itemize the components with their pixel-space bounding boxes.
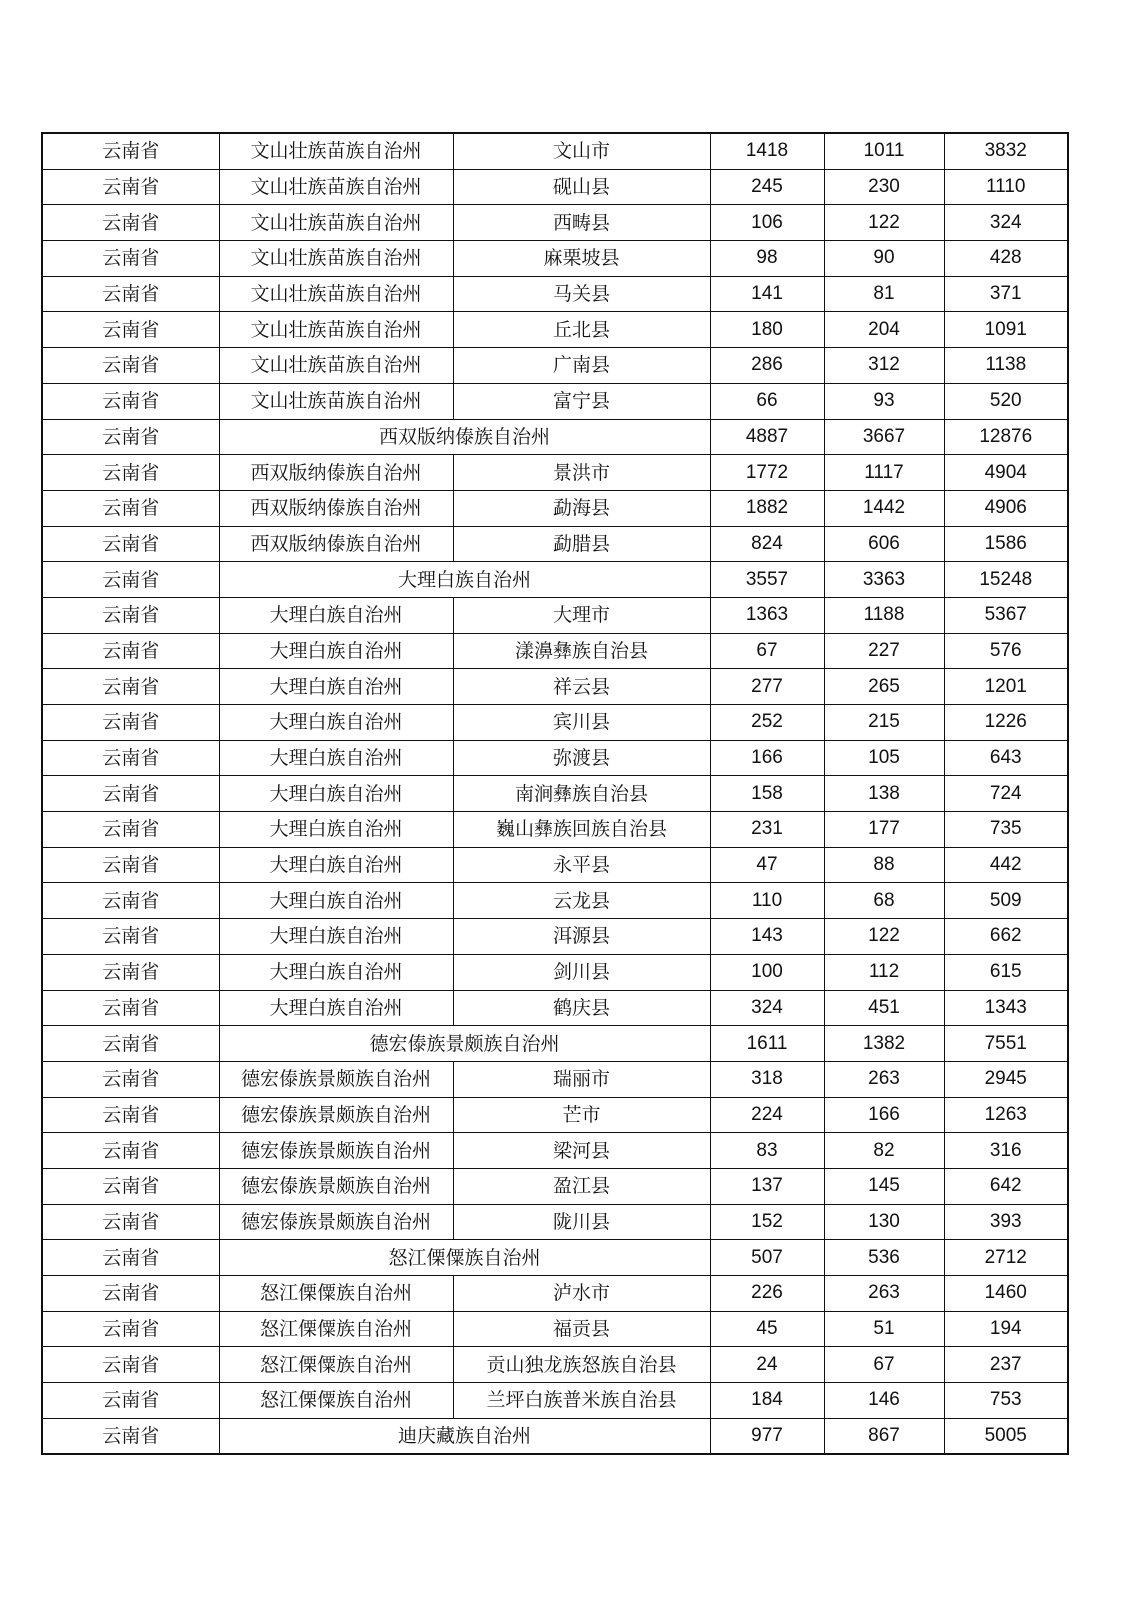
value-2-cell: 263 — [824, 1276, 944, 1312]
prefecture-cell: 德宏傣族景颇族自治州 — [219, 1204, 453, 1240]
county-cell: 剑川县 — [453, 954, 710, 990]
value-1-cell: 252 — [710, 705, 824, 741]
value-3-cell: 194 — [944, 1311, 1068, 1347]
value-1-cell: 1882 — [710, 490, 824, 526]
table-row — [42, 954, 1068, 990]
value-2-cell: 51 — [824, 1311, 944, 1347]
value-3-cell: 371 — [944, 276, 1068, 312]
value-2-cell: 1442 — [824, 490, 944, 526]
value-3-cell: 642 — [944, 1168, 1068, 1204]
value-3-cell: 509 — [944, 883, 1068, 919]
value-2-cell: 130 — [824, 1204, 944, 1240]
value-1-cell: 98 — [710, 241, 824, 277]
value-1-cell: 180 — [710, 312, 824, 348]
table-row — [42, 348, 1068, 384]
table-row — [42, 990, 1068, 1026]
province-cell: 云南省 — [42, 205, 219, 241]
province-cell: 云南省 — [42, 241, 219, 277]
table-row — [42, 847, 1068, 883]
prefecture-cell: 文山壮族苗族自治州 — [219, 276, 453, 312]
value-3-cell: 1343 — [944, 990, 1068, 1026]
table-row — [42, 383, 1068, 419]
value-2-cell: 122 — [824, 205, 944, 241]
value-3-cell: 1138 — [944, 348, 1068, 384]
county-cell: 芒市 — [453, 1097, 710, 1133]
province-cell: 云南省 — [42, 705, 219, 741]
value-3-cell: 324 — [944, 205, 1068, 241]
prefecture-cell: 德宏傣族景颇族自治州 — [219, 1061, 453, 1097]
value-1-cell: 226 — [710, 1276, 824, 1312]
county-cell: 砚山县 — [453, 169, 710, 205]
value-3-cell: 1226 — [944, 705, 1068, 741]
prefecture-cell: 西双版纳傣族自治州 — [219, 455, 453, 491]
province-cell: 云南省 — [42, 847, 219, 883]
value-2-cell: 122 — [824, 919, 944, 955]
value-1-cell: 106 — [710, 205, 824, 241]
value-1-cell: 141 — [710, 276, 824, 312]
county-cell: 富宁县 — [453, 383, 710, 419]
prefecture-cell: 大理白族自治州 — [219, 740, 453, 776]
table-row — [42, 241, 1068, 277]
value-2-cell: 146 — [824, 1383, 944, 1419]
prefecture-cell: 德宏傣族景颇族自治州 — [219, 1097, 453, 1133]
prefecture-cell: 大理白族自治州 — [219, 990, 453, 1026]
value-1-cell: 1363 — [710, 597, 824, 633]
value-3-cell: 4904 — [944, 455, 1068, 491]
table-row — [42, 1204, 1068, 1240]
value-2-cell: 93 — [824, 383, 944, 419]
table-row — [42, 597, 1068, 633]
table-row — [42, 526, 1068, 562]
province-cell: 云南省 — [42, 919, 219, 955]
table-row — [42, 705, 1068, 741]
table-row — [42, 1347, 1068, 1383]
county-cell: 云龙县 — [453, 883, 710, 919]
value-3-cell: 428 — [944, 241, 1068, 277]
prefecture-cell: 大理白族自治州 — [219, 812, 453, 848]
county-cell: 文山市 — [453, 133, 710, 169]
value-3-cell: 2712 — [944, 1240, 1068, 1276]
value-1-cell: 1611 — [710, 1026, 824, 1062]
prefecture-cell: 大理白族自治州 — [219, 669, 453, 705]
value-1-cell: 137 — [710, 1168, 824, 1204]
province-cell: 云南省 — [42, 597, 219, 633]
prefecture-cell: 大理白族自治州 — [219, 705, 453, 741]
value-1-cell: 277 — [710, 669, 824, 705]
value-2-cell: 81 — [824, 276, 944, 312]
prefecture-total-cell: 怒江傈僳族自治州 — [219, 1240, 710, 1276]
county-cell: 马关县 — [453, 276, 710, 312]
value-1-cell: 224 — [710, 1097, 824, 1133]
county-cell: 景洪市 — [453, 455, 710, 491]
value-2-cell: 1011 — [824, 133, 944, 169]
prefecture-cell: 大理白族自治州 — [219, 954, 453, 990]
value-1-cell: 166 — [710, 740, 824, 776]
province-cell: 云南省 — [42, 348, 219, 384]
value-3-cell: 753 — [944, 1383, 1068, 1419]
province-cell: 云南省 — [42, 1347, 219, 1383]
value-2-cell: 1117 — [824, 455, 944, 491]
value-2-cell: 90 — [824, 241, 944, 277]
table-row — [42, 1383, 1068, 1419]
prefecture-cell: 大理白族自治州 — [219, 633, 453, 669]
value-3-cell: 1201 — [944, 669, 1068, 705]
table-row — [42, 1133, 1068, 1169]
county-cell: 贡山独龙族怒族自治县 — [453, 1347, 710, 1383]
value-1-cell: 100 — [710, 954, 824, 990]
value-1-cell: 231 — [710, 812, 824, 848]
value-3-cell: 643 — [944, 740, 1068, 776]
value-1-cell: 45 — [710, 1311, 824, 1347]
province-cell: 云南省 — [42, 776, 219, 812]
prefecture-cell: 怒江傈僳族自治州 — [219, 1276, 453, 1312]
province-cell: 云南省 — [42, 1097, 219, 1133]
value-1-cell: 143 — [710, 919, 824, 955]
prefecture-cell: 大理白族自治州 — [219, 847, 453, 883]
prefecture-cell: 文山壮族苗族自治州 — [219, 169, 453, 205]
value-3-cell: 1091 — [944, 312, 1068, 348]
county-cell: 麻栗坡县 — [453, 241, 710, 277]
table-row — [42, 740, 1068, 776]
province-cell: 云南省 — [42, 812, 219, 848]
value-2-cell: 112 — [824, 954, 944, 990]
table-row — [42, 562, 1068, 598]
value-2-cell: 1188 — [824, 597, 944, 633]
value-1-cell: 47 — [710, 847, 824, 883]
value-3-cell: 1263 — [944, 1097, 1068, 1133]
value-1-cell: 824 — [710, 526, 824, 562]
value-3-cell: 1460 — [944, 1276, 1068, 1312]
table-row — [42, 919, 1068, 955]
value-1-cell: 324 — [710, 990, 824, 1026]
value-3-cell: 442 — [944, 847, 1068, 883]
value-3-cell: 576 — [944, 633, 1068, 669]
prefecture-cell: 文山壮族苗族自治州 — [219, 348, 453, 384]
province-cell: 云南省 — [42, 990, 219, 1026]
value-3-cell: 12876 — [944, 419, 1068, 455]
table-row — [42, 1240, 1068, 1276]
province-cell: 云南省 — [42, 490, 219, 526]
value-2-cell: 451 — [824, 990, 944, 1026]
value-3-cell: 1110 — [944, 169, 1068, 205]
value-1-cell: 1772 — [710, 455, 824, 491]
province-cell: 云南省 — [42, 169, 219, 205]
value-3-cell: 237 — [944, 1347, 1068, 1383]
prefecture-cell: 怒江傈僳族自治州 — [219, 1347, 453, 1383]
value-1-cell: 1418 — [710, 133, 824, 169]
value-2-cell: 82 — [824, 1133, 944, 1169]
county-cell: 瑞丽市 — [453, 1061, 710, 1097]
county-cell: 洱源县 — [453, 919, 710, 955]
province-cell: 云南省 — [42, 883, 219, 919]
province-cell: 云南省 — [42, 633, 219, 669]
province-cell: 云南省 — [42, 133, 219, 169]
value-1-cell: 245 — [710, 169, 824, 205]
value-3-cell: 5005 — [944, 1418, 1068, 1454]
value-2-cell: 606 — [824, 526, 944, 562]
table-row — [42, 312, 1068, 348]
county-cell: 勐海县 — [453, 490, 710, 526]
table-row — [42, 1311, 1068, 1347]
value-1-cell: 67 — [710, 633, 824, 669]
county-cell: 南涧彝族自治县 — [453, 776, 710, 812]
table-row — [42, 883, 1068, 919]
value-1-cell: 152 — [710, 1204, 824, 1240]
table-row — [42, 669, 1068, 705]
prefecture-cell: 怒江傈僳族自治州 — [219, 1311, 453, 1347]
county-cell: 弥渡县 — [453, 740, 710, 776]
value-2-cell: 3667 — [824, 419, 944, 455]
prefecture-cell: 大理白族自治州 — [219, 883, 453, 919]
value-3-cell: 662 — [944, 919, 1068, 955]
value-1-cell: 318 — [710, 1061, 824, 1097]
table-row — [42, 276, 1068, 312]
province-cell: 云南省 — [42, 669, 219, 705]
province-cell: 云南省 — [42, 1276, 219, 1312]
table-row — [42, 1061, 1068, 1097]
value-1-cell: 24 — [710, 1347, 824, 1383]
province-cell: 云南省 — [42, 562, 219, 598]
value-2-cell: 215 — [824, 705, 944, 741]
table-row — [42, 1418, 1068, 1454]
county-cell: 永平县 — [453, 847, 710, 883]
county-cell: 兰坪白族普米族自治县 — [453, 1383, 710, 1419]
prefecture-total-cell: 大理白族自治州 — [219, 562, 710, 598]
value-1-cell: 83 — [710, 1133, 824, 1169]
province-cell: 云南省 — [42, 383, 219, 419]
value-3-cell: 393 — [944, 1204, 1068, 1240]
value-3-cell: 15248 — [944, 562, 1068, 598]
province-cell: 云南省 — [42, 1061, 219, 1097]
table-row — [42, 490, 1068, 526]
province-cell: 云南省 — [42, 1133, 219, 1169]
table-row — [42, 812, 1068, 848]
value-1-cell: 4887 — [710, 419, 824, 455]
county-cell: 梁河县 — [453, 1133, 710, 1169]
value-3-cell: 316 — [944, 1133, 1068, 1169]
value-1-cell: 507 — [710, 1240, 824, 1276]
prefecture-total-cell: 德宏傣族景颇族自治州 — [219, 1026, 710, 1062]
value-3-cell: 4906 — [944, 490, 1068, 526]
province-cell: 云南省 — [42, 1204, 219, 1240]
prefecture-cell: 大理白族自治州 — [219, 776, 453, 812]
table-row — [42, 205, 1068, 241]
data-table — [41, 132, 1069, 1455]
province-cell: 云南省 — [42, 312, 219, 348]
prefecture-cell: 文山壮族苗族自治州 — [219, 205, 453, 241]
value-2-cell: 105 — [824, 740, 944, 776]
value-2-cell: 263 — [824, 1061, 944, 1097]
table-row — [42, 1097, 1068, 1133]
county-cell: 西畴县 — [453, 205, 710, 241]
value-1-cell: 977 — [710, 1418, 824, 1454]
prefecture-cell: 大理白族自治州 — [219, 597, 453, 633]
value-3-cell: 2945 — [944, 1061, 1068, 1097]
value-3-cell: 1586 — [944, 526, 1068, 562]
county-cell: 祥云县 — [453, 669, 710, 705]
prefecture-cell: 文山壮族苗族自治州 — [219, 383, 453, 419]
prefecture-cell: 文山壮族苗族自治州 — [219, 312, 453, 348]
value-2-cell: 145 — [824, 1168, 944, 1204]
prefecture-total-cell: 西双版纳傣族自治州 — [219, 419, 710, 455]
prefecture-total-cell: 迪庆藏族自治州 — [219, 1418, 710, 1454]
province-cell: 云南省 — [42, 1418, 219, 1454]
value-3-cell: 5367 — [944, 597, 1068, 633]
value-2-cell: 265 — [824, 669, 944, 705]
province-cell: 云南省 — [42, 276, 219, 312]
province-cell: 云南省 — [42, 954, 219, 990]
prefecture-cell: 文山壮族苗族自治州 — [219, 241, 453, 277]
value-3-cell: 735 — [944, 812, 1068, 848]
province-cell: 云南省 — [42, 740, 219, 776]
value-2-cell: 312 — [824, 348, 944, 384]
value-2-cell: 230 — [824, 169, 944, 205]
value-3-cell: 3832 — [944, 133, 1068, 169]
value-3-cell: 724 — [944, 776, 1068, 812]
value-1-cell: 3557 — [710, 562, 824, 598]
value-1-cell: 158 — [710, 776, 824, 812]
county-cell: 大理市 — [453, 597, 710, 633]
value-1-cell: 66 — [710, 383, 824, 419]
prefecture-cell: 西双版纳傣族自治州 — [219, 526, 453, 562]
prefecture-cell: 德宏傣族景颇族自治州 — [219, 1168, 453, 1204]
table-row — [42, 1276, 1068, 1312]
value-3-cell: 520 — [944, 383, 1068, 419]
value-2-cell: 867 — [824, 1418, 944, 1454]
value-2-cell: 1382 — [824, 1026, 944, 1062]
province-cell: 云南省 — [42, 1026, 219, 1062]
county-cell: 勐腊县 — [453, 526, 710, 562]
province-cell: 云南省 — [42, 526, 219, 562]
county-cell: 盈江县 — [453, 1168, 710, 1204]
value-2-cell: 67 — [824, 1347, 944, 1383]
county-cell: 丘北县 — [453, 312, 710, 348]
county-cell: 巍山彝族回族自治县 — [453, 812, 710, 848]
province-cell: 云南省 — [42, 419, 219, 455]
value-2-cell: 3363 — [824, 562, 944, 598]
value-2-cell: 88 — [824, 847, 944, 883]
table-row — [42, 455, 1068, 491]
value-2-cell: 227 — [824, 633, 944, 669]
prefecture-cell: 大理白族自治州 — [219, 919, 453, 955]
value-2-cell: 177 — [824, 812, 944, 848]
province-cell: 云南省 — [42, 1240, 219, 1276]
county-cell: 泸水市 — [453, 1276, 710, 1312]
county-cell: 漾濞彝族自治县 — [453, 633, 710, 669]
value-2-cell: 204 — [824, 312, 944, 348]
province-cell: 云南省 — [42, 1311, 219, 1347]
county-cell: 鹤庆县 — [453, 990, 710, 1026]
table-row — [42, 633, 1068, 669]
value-3-cell: 7551 — [944, 1026, 1068, 1062]
county-cell: 广南县 — [453, 348, 710, 384]
value-2-cell: 166 — [824, 1097, 944, 1133]
county-cell: 福贡县 — [453, 1311, 710, 1347]
table-body — [42, 133, 1068, 1454]
province-cell: 云南省 — [42, 1383, 219, 1419]
county-cell: 宾川县 — [453, 705, 710, 741]
value-1-cell: 184 — [710, 1383, 824, 1419]
prefecture-cell: 怒江傈僳族自治州 — [219, 1383, 453, 1419]
value-1-cell: 286 — [710, 348, 824, 384]
prefecture-cell: 西双版纳傣族自治州 — [219, 490, 453, 526]
table-row — [42, 133, 1068, 169]
county-cell: 陇川县 — [453, 1204, 710, 1240]
province-cell: 云南省 — [42, 455, 219, 491]
table-row — [42, 1026, 1068, 1062]
value-3-cell: 615 — [944, 954, 1068, 990]
value-2-cell: 68 — [824, 883, 944, 919]
table-row — [42, 419, 1068, 455]
value-2-cell: 536 — [824, 1240, 944, 1276]
table-row — [42, 169, 1068, 205]
value-1-cell: 110 — [710, 883, 824, 919]
table-row — [42, 1168, 1068, 1204]
prefecture-cell: 德宏傣族景颇族自治州 — [219, 1133, 453, 1169]
value-2-cell: 138 — [824, 776, 944, 812]
prefecture-cell: 文山壮族苗族自治州 — [219, 133, 453, 169]
table-row — [42, 776, 1068, 812]
province-cell: 云南省 — [42, 1168, 219, 1204]
